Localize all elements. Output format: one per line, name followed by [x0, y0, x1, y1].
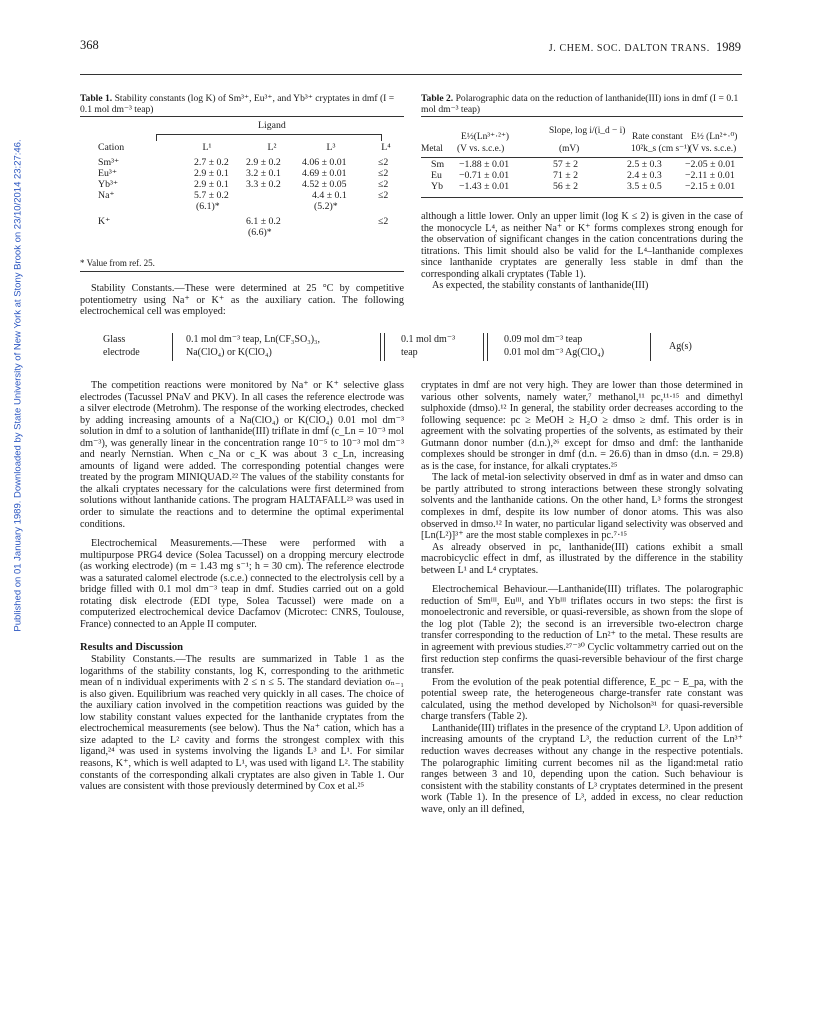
table1-top-rule	[80, 116, 404, 117]
table2-caption	[421, 93, 743, 115]
table1-header-l2: L²	[267, 142, 277, 153]
table1-header-l3: L³	[326, 142, 336, 153]
paragraph: Lanthanide(III) triflates in the presence of the cryptand L³. Upon addition of increasing amounts of the cryptand L³, the reduction current of the Ln³⁺ reduction waves decreases without any change in the respective potentials. The polarographic limiting current becomes nil as the ligand:metal ratio ranges between 3 and 10, depending upon the cation. Such behaviour is consistent with the stability constants of L³ cryptates determined in the present work (Table 1). In the presence of L³, added in excess, no clear reduction wave, only an ill defined,	[421, 722, 743, 815]
table2-cell: Yb	[431, 181, 443, 192]
journal-year: 1989	[716, 40, 741, 54]
table2-header-e-half: E½(Ln³⁺·²⁺)	[461, 132, 510, 142]
paragraph: The competition reactions were monitored by Na⁺ or K⁺ selective glass electrodes (Tacussel PNaV and PKV). In all cases the reference electrode was a silver electrode (Metrohm). The response of the working electrodes, checked by adding increasing amounts of a Na(ClO₄) or K(ClO₄) 0.01 mol dm⁻³ solution in dmf to a solution of lanthanide(III) triflate in dmf (c_Ln = 10⁻³ mol dm⁻³), was generally linear in the concentration range 10⁻⁵ to 10⁻³ mol dm⁻³ and nearly Nernstian. When c_Na or c_K was about 3 c_Ln, increasing amounts of ligand were added. The corresponding potential changes were treated by the program MINIQUAD.²² The values of the stability constants for the alkali cryptates necessary for the calculations were first determined from solutions without lanthanide cations. The program HALTAFALL²³ was used in order to simulate the reactions and to determine the optimal experimental conditions.	[80, 380, 404, 530]
table2-label: Table 2.	[421, 93, 454, 104]
right-column-top	[421, 211, 743, 292]
cell-reference-b: 0.01 mol dm⁻³ Ag(ClO₄)	[504, 347, 605, 358]
table1-cell	[168, 227, 246, 238]
left-column-top	[80, 283, 404, 318]
table-row	[80, 157, 408, 168]
table2-cell: −1.43 ± 0.01	[459, 181, 510, 192]
table1-header-l4: L⁴	[381, 142, 391, 153]
cell-bridge-a: 0.1 mol dm⁻³	[401, 334, 456, 345]
table1-cell: 4.69 ± 0.01	[302, 168, 347, 179]
table2-cell: −2.15 ± 0.01	[685, 181, 736, 192]
cell-boundary	[380, 333, 381, 361]
table1-cell: 2.7 ± 0.2	[194, 157, 229, 168]
paragraph: From the evolution of the peak potential difference, E_pc − E_pa, with the potential sweep rate, the heterogeneous charge-transfer rate constant was calculated, using the method developed by Nicholson³¹ for quasi-reversible charge transfers (Table 2).	[421, 676, 743, 723]
table2-header-e2-unit: (V vs. s.c.e.)	[689, 144, 737, 154]
table1-cell	[168, 216, 246, 227]
table1-header-l1: L¹	[202, 142, 212, 153]
table1-cell: ≤2	[378, 179, 389, 190]
paragraph: The lack of metal-ion selectivity observed in dmf as in water and dmso can be partly attributed to strong interactions between these strongly solvating solvents and the lanthanide cations. On the other hand, L³ forms the strongest complexes in dmf, despite its low number of donor atoms. This was also observed in dmso.¹² In water, no particular ligand selectivity was observed and [Ln(L²)]³⁺ are the most stable complexes in pc.⁷·¹⁵	[421, 472, 743, 542]
table2	[421, 159, 735, 192]
cell-boundary	[650, 333, 651, 361]
table1	[80, 142, 408, 238]
table2-bottom-rule	[421, 197, 743, 198]
table1-cell: 4.52 ± 0.05	[302, 179, 347, 190]
table1-cell: ≤2	[378, 157, 389, 168]
table2-header-e-half-unit: (V vs. s.c.e.)	[457, 144, 505, 154]
table1-cell: ≤2	[378, 190, 389, 201]
table1-cell	[364, 201, 408, 212]
table-row	[80, 168, 408, 179]
paragraph: although a little lower. Only an upper limit (log K ≤ 2) is given in the case of the monocycle L⁴, as neither Na⁺ or K⁺ forms complexes strong enough for the observation of significant changes in the cation concentrations during the titrations. This limit should also be valid for the L⁴–lanthanide complexes since lanthanide cryptates are generally less stable in dmf than the corresponding alkali cryptates (Table 1).	[421, 211, 743, 280]
table1-cell: 4.06 ± 0.01	[302, 157, 347, 168]
table1-cell: (5.2)*	[314, 201, 338, 212]
table-row	[80, 216, 408, 227]
cell-boundary	[172, 333, 173, 361]
table2-cell: 2.5 ± 0.3	[627, 159, 662, 170]
section-heading: Results and Discussion	[80, 642, 184, 654]
table2-cell: −0.71 ± 0.01	[459, 170, 510, 181]
journal-name: J. CHEM. SOC. DALTON TRANS.	[548, 43, 710, 54]
download-watermark-text: Published on 01 January 1989. Downloaded by State University of New York at Stony Brook on 23/10/2014 23:27:46.	[12, 139, 24, 632]
table1-cell	[364, 227, 408, 238]
table1-cell: 2.9 ± 0.2	[246, 157, 281, 168]
table2-cell: −2.05 ± 0.01	[685, 159, 736, 170]
table1-ligand-header: Ligand	[258, 120, 286, 131]
table2-header-rate: Rate constant	[632, 132, 683, 142]
table1-cell	[80, 227, 168, 238]
cell-bridge-b: teap	[401, 347, 418, 358]
table1-header-row	[80, 142, 408, 153]
table1-cell	[80, 201, 168, 212]
table2-cell: Eu	[431, 170, 442, 181]
table1-cell: Sm³⁺	[98, 157, 120, 168]
table2-header-metal: Metal	[421, 144, 443, 154]
journal-header	[549, 40, 741, 55]
cell-silver: Ag(s)	[669, 341, 692, 352]
table1-cell	[246, 190, 298, 201]
table1-footnote: * Value from ref. 25.	[80, 258, 155, 268]
cell-glass: Glass	[103, 334, 126, 345]
table1-header-cation: Cation	[98, 142, 125, 153]
table1-caption	[80, 93, 405, 115]
paragraph: Stability Constants.—The results are summarized in Table 1 as the logarithms of the stability constants, log K, corresponding to the arithmetic mean of n individual experiments with 2 ≤ n ≤ 5. The standard deviation σₙ₋₁ is also given. Equilibrium was reached very quickly in all cases. The choice of the auxiliary cation involved in the competition reactions was guided by the low stability constant values expected for the lanthanide cryptates from the electrochemical measurements (see below). Thus the Na⁺ cation, which has a size adapted to the L² cavity and forms the strongest complex with this ligand,²⁴ was used in systems involving the ligands L³ and L¹. For similar reasons, K⁺, which is well adapted to L¹, was used with ligand L². The stability constants of the corresponding alkali cryptates are also given in Table 1. Our values are consistent with those previously determined by Cox et al.²⁵	[80, 654, 404, 793]
table1-cell: Yb³⁺	[98, 179, 119, 190]
table1-caption-text: Stability constants (log K) of Sm³⁺, Eu³⁺, and Yb³⁺ cryptates in dmf (I = 0.1 mol dm⁻³ teap)	[80, 93, 395, 115]
table-row	[421, 181, 735, 192]
table-row	[80, 179, 408, 190]
table1-cell: 3.3 ± 0.2	[246, 179, 281, 190]
table1-cell: 4.4 ± 0.1	[312, 190, 347, 201]
table1-cell: K⁺	[98, 216, 111, 227]
table1-cell: 2.9 ± 0.1	[194, 179, 229, 190]
cell-boundary	[384, 333, 385, 361]
paragraph: Electrochemical Measurements.—These were performed with a multipurpose PRG4 device (Solea Tacussel) on a dropping mercury electrode (as working electrode) (m = 1.43 mg s⁻¹; h = 30 cm). The reference electrode was a saturated calomel electrode (s.c.e.) connected to the electrolysis cell by a bridge filled with 0.1 mol dm⁻³ teap in dmf. Studies carried out on a gold rotating disk electrode (EDI type, Solea Tacussel) were made on a computerized electrochemical device Dacfamov (Microtec: CNRS, Toulouse, France) connected to an Apple II computer.	[80, 538, 404, 630]
table1-cell: 3.2 ± 0.1	[246, 168, 281, 179]
download-watermark	[8, 120, 24, 660]
table2-cell: 3.5 ± 0.5	[627, 181, 662, 192]
table2-cell: −1.88 ± 0.01	[459, 159, 510, 170]
table1-bottom-rule	[80, 271, 404, 272]
cell-solution-1b: Na(ClO₄) or K(ClO₄)	[186, 347, 272, 358]
table-row	[421, 170, 735, 181]
paragraph: cryptates in dmf are not very high. They are lower than those determined in various other solvents, namely water,⁷ methanol,¹¹ pc,¹¹·¹⁵ and dimethyl sulphoxide (dmso).¹² In general, the stability order decreases according to the following sequence: pc ≥ MeOH ≥ H₂O ≥ dmso ≥ dmf. This order is in agreement with the solvating properties of the solvents, as estimated by their Gutmann donor number (d.n.),²⁶ except for dmso and dmf: the lanthanide complexes should be stronger in dmf (d.n. = 26.6) than in dmso (d.n. = 29.8) as is the case, for instance, for alkali cryptates.²⁵	[421, 380, 743, 472]
table2-header-e2: E½ (Ln²⁺·⁰)	[691, 132, 738, 142]
cell-electrode: electrode	[103, 347, 140, 358]
table1-cell: 6.1 ± 0.2	[246, 216, 281, 227]
table1-cell	[298, 227, 364, 238]
table1-ligand-brace	[156, 134, 382, 141]
table2-cell: 2.4 ± 0.3	[627, 170, 662, 181]
table1-cell: ≤2	[378, 216, 389, 227]
table1-label: Table 1.	[80, 93, 113, 104]
table1-cell: 2.9 ± 0.1	[194, 168, 229, 179]
table2-cell: −2.11 ± 0.01	[685, 170, 735, 181]
table2-header-slope: Slope, log i/(i_d − i)	[549, 126, 626, 136]
table2-header-rate-unit: 10²k_s (cm s⁻¹)	[631, 144, 691, 154]
table2-caption-text: Polarographic data on the reduction of lanthanide(III) ions in dmf (I = 0.1 mol dm⁻³ teap)	[421, 93, 739, 115]
table2-cell: Sm	[431, 159, 445, 170]
table2-header-rule	[421, 157, 743, 158]
paragraph: Electrochemical Behaviour.—Lanthanide(III) triflates. The polarographic reduction of Smᴵᴵᴵ, Euᴵᴵᴵ, and Ybᴵᴵᴵ triflates occurs in two steps: the first is monoelectronic and reversible, or quasi-reversible, as shown from the slope of the log plot (Table 2); the second is an irreversible two-electron charge transfer corresponding to the reduction of Ln²⁺ to the metal. These results are in agreement with previous studies.²⁷⁻³⁰ Cyclic voltammetry carried out on the first reduction step confirms the quasi-reversible behaviour of the first charge transfer.	[421, 584, 743, 677]
table-row	[80, 227, 408, 238]
table-row	[421, 159, 735, 170]
table2-cell: 57 ± 2	[553, 159, 578, 170]
table2-cell: 56 ± 2	[553, 181, 578, 192]
cell-boundary	[483, 333, 484, 361]
paragraph: As expected, the stability constants of lanthanide(III)	[432, 280, 649, 292]
paragraph: As already observed in pc, lanthanide(III) cations exhibit a small macrobicyclic effect in dmf, as illustrated by the difference in the stability between L¹ and L⁴ cryptates.	[421, 541, 743, 576]
table1-cell: ≤2	[378, 168, 389, 179]
table1-cell: (6.6)*	[248, 227, 272, 238]
table1-cell: (6.1)*	[196, 201, 220, 212]
table1-cell: Na⁺	[98, 190, 115, 201]
paragraph: Stability Constants.—These were determined at 25 °C by competitive potentiometry using Na⁺ or K⁺ as the auxiliary cation. The following electrochemical cell was employed:	[80, 283, 404, 318]
table2-header-slope-unit: (mV)	[559, 144, 580, 154]
cell-solution-1a: 0.1 mol dm⁻³ teap, Ln(CF₃SO₃)₃,	[186, 334, 321, 345]
table1-cell	[246, 201, 298, 212]
left-column	[80, 380, 404, 793]
page-number: 368	[80, 38, 99, 52]
cell-boundary	[487, 333, 488, 361]
table1-cell	[298, 216, 364, 227]
table1-cell: 5.7 ± 0.2	[194, 190, 229, 201]
table2-top-rule	[421, 116, 743, 117]
table-row	[80, 190, 408, 201]
cell-reference-a: 0.09 mol dm⁻³ teap	[504, 334, 583, 345]
table1-cell: Eu³⁺	[98, 168, 117, 179]
table-row	[80, 201, 408, 212]
header-rule	[80, 74, 742, 75]
table2-cell: 71 ± 2	[553, 170, 578, 181]
right-column	[421, 380, 743, 815]
